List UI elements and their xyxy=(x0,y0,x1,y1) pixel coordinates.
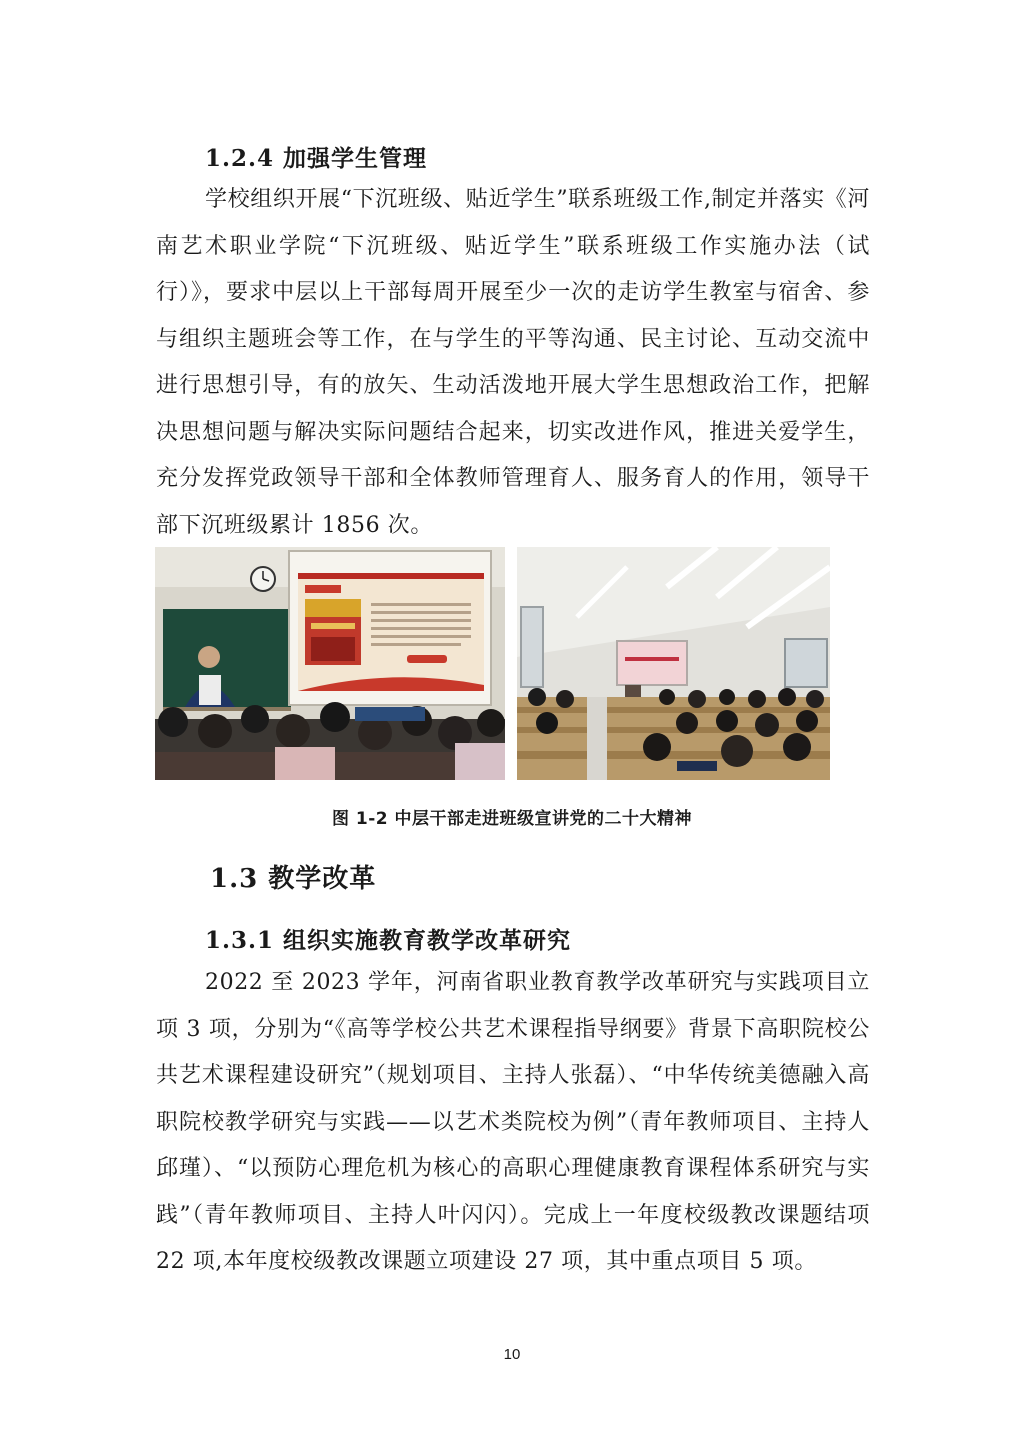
heading-1-3-1: 1.3.1 组织实施教育教学改革研究 xyxy=(205,927,572,954)
heading-1-2-4: 1.2.4 加强学生管理 xyxy=(205,145,428,172)
paragraph-student-management: 学校组织开展“下沉班级、贴近学生”联系班级工作,制定并落实《河南艺术职业学院“下沉班级、贴近学生”联系班级工作实施办法（试行）》，要求中层以上干部每周开展至少一次的走访学生教室与宿舍、参与组织主题班会等工作，在与学生的平等沟通、民主讨论、互动交流中进行思想引导，有的放矢、生动活泼地开展大学生思想政治工作，把解决思想问题与解决实际问题结合起来，切实改进作风，推进关爱学生，充分发挥党政领导干部和全体教师管理育人、服务育人的作用，领导干部下沉班级累计 1856 次。 xyxy=(156,187,870,538)
lecture-hall-photo-drawing xyxy=(517,547,830,780)
lecture-hall-photo xyxy=(517,547,830,780)
paragraph-teaching-reform-research: 2022 至 2023 学年，河南省职业教育教学改革研究与实践项目立项 3 项，分别为“《高等学校公共艺术课程指导纲要》背景下高职院校公共艺术课程建设研究”（规划项目、主持人张磊）、“中华传统美德融入高职院校教学研究与实践——以艺术类院校为例”（青年教师项目、主持人邱瑾）、“以预防心理危机为核心的高职心理健康教育课程体系研究与实践”（青年教师项目、主持人叶闪闪）。完成上一年度校级教改课题结项 22 项,本年度校级教改课题立项建设 27 项，其中重点项目 5 项。 xyxy=(156,970,870,1274)
heading-1-3: 1.3 教学改革 xyxy=(210,864,377,894)
classroom-lecture-photo xyxy=(155,547,505,780)
classroom-lecture-photo-drawing xyxy=(155,547,505,780)
figure-caption: 图 1-2 中层干部走进班级宣讲党的二十大精神 xyxy=(331,809,693,829)
page-number: 10 xyxy=(503,1346,521,1363)
